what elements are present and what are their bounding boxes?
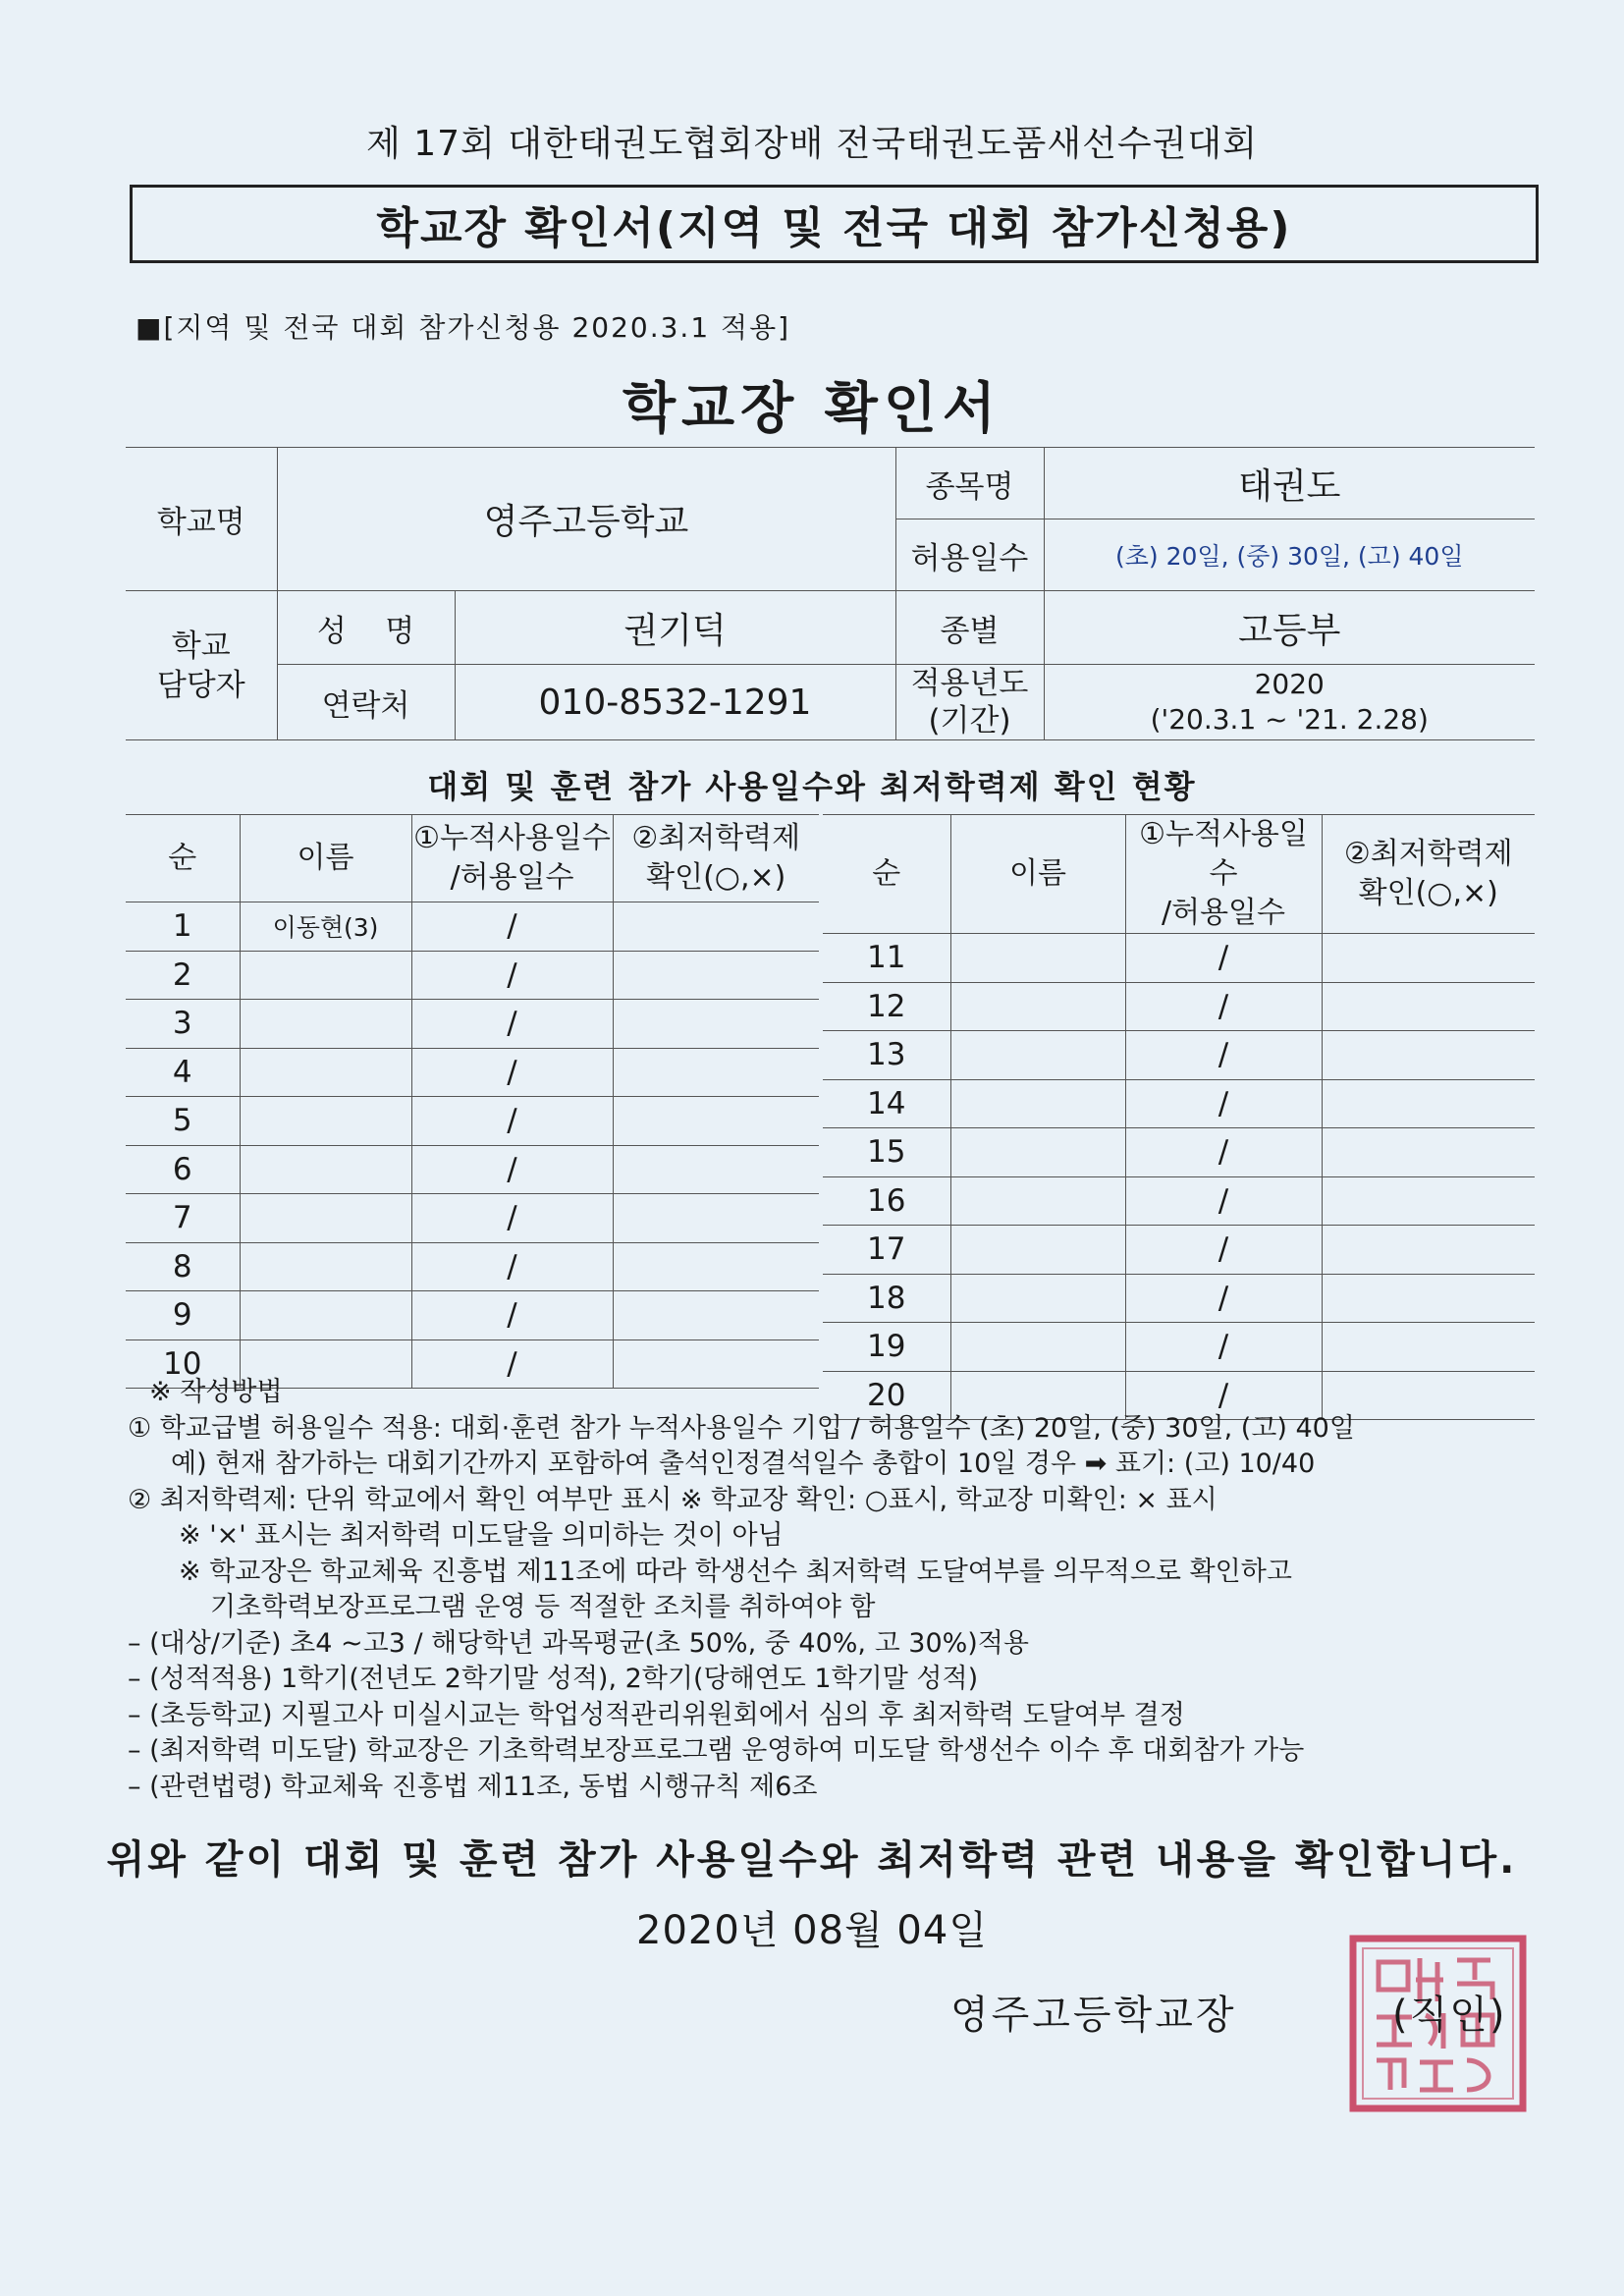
form-banner-title: 학교장 확인서(지역 및 전국 대회 참가신청용) bbox=[130, 185, 1539, 263]
col-header-check: ②최저학력제 확인(○,×) bbox=[1322, 815, 1535, 934]
row-check bbox=[1322, 1323, 1535, 1372]
row-name bbox=[950, 1176, 1125, 1226]
table-row bbox=[823, 1128, 1535, 1177]
table-row bbox=[823, 1323, 1535, 1372]
row-number: 17 bbox=[823, 1226, 950, 1275]
row-days: / bbox=[411, 1048, 613, 1097]
table-row bbox=[126, 1291, 819, 1340]
table-row bbox=[823, 934, 1535, 983]
table-row bbox=[126, 902, 819, 952]
col-header-no: 순 bbox=[823, 815, 950, 934]
row-check bbox=[613, 902, 819, 952]
table-row bbox=[823, 1079, 1535, 1128]
row-name bbox=[240, 1242, 411, 1291]
form-subnote: ■[지역 및 전국 대회 참가신청용 2020.3.1 적용] bbox=[135, 311, 791, 344]
row-days: / bbox=[1125, 1371, 1322, 1420]
row-days: / bbox=[1125, 1274, 1322, 1323]
roster-table-left bbox=[126, 814, 819, 1389]
contact-person-label: 학교 담당자 bbox=[126, 591, 277, 740]
period-label: 적용년도 (기간) bbox=[895, 665, 1044, 740]
row-name bbox=[240, 1145, 411, 1194]
col-header-days: ①누적사용일수 /허용일수 bbox=[1125, 815, 1322, 934]
row-name bbox=[240, 1291, 411, 1340]
row-number: 8 bbox=[126, 1242, 240, 1291]
sport-value: 태권도 bbox=[1044, 448, 1535, 519]
table-row bbox=[126, 1048, 819, 1097]
row-days: / bbox=[1125, 1226, 1322, 1275]
event-title: 제 17회 대한태권도협회장배 전국태권도품새선수권대회 bbox=[366, 124, 1258, 164]
row-check bbox=[613, 1291, 819, 1340]
row-check bbox=[1322, 1031, 1535, 1080]
instruction-1: ① 학교급별 허용일수 적용: 대회·훈련 참가 누적사용일수 기입 / 허용일수 (초) 20일, (중) 30일, (고) 40일 bbox=[128, 1412, 1355, 1444]
instructions-heading: ※ 작성방법 bbox=[149, 1377, 283, 1407]
table-row bbox=[823, 1176, 1535, 1226]
row-name bbox=[950, 934, 1125, 983]
contact-name-label: 성 명 bbox=[277, 591, 455, 665]
row-number: 20 bbox=[823, 1371, 950, 1420]
row-number: 10 bbox=[126, 1339, 240, 1389]
row-check bbox=[613, 1048, 819, 1097]
row-check bbox=[1322, 1274, 1535, 1323]
division-value: 고등부 bbox=[1044, 591, 1535, 665]
row-check bbox=[613, 1097, 819, 1146]
row-days: / bbox=[411, 1145, 613, 1194]
school-name-label: 학교명 bbox=[126, 448, 277, 591]
row-days: / bbox=[1125, 1079, 1322, 1128]
row-number: 4 bbox=[126, 1048, 240, 1097]
row-name bbox=[950, 1128, 1125, 1177]
row-number: 3 bbox=[126, 1000, 240, 1049]
row-name bbox=[950, 1031, 1125, 1080]
division-label: 종별 bbox=[895, 591, 1044, 665]
row-name bbox=[950, 1079, 1125, 1128]
row-name bbox=[950, 1323, 1125, 1372]
row-check bbox=[613, 1000, 819, 1049]
col-header-name: 이름 bbox=[950, 815, 1125, 934]
row-days: / bbox=[411, 1242, 613, 1291]
row-check bbox=[1322, 934, 1535, 983]
issue-date: 2020년 08월 04일 bbox=[636, 1908, 988, 1953]
row-name: 이동현(3) bbox=[240, 902, 411, 952]
instruction-2: ② 최저학력제: 단위 학교에서 확인 여부만 표시 ※ 학교장 확인: ○표시, 학교장 미확인: × 표시 bbox=[128, 1484, 1218, 1515]
row-name bbox=[240, 1048, 411, 1097]
col-header-check: ②최저학력제 확인(○,×) bbox=[613, 815, 819, 902]
row-check bbox=[1322, 1226, 1535, 1275]
col-header-days: ①누적사용일수 /허용일수 bbox=[411, 815, 613, 902]
row-days: / bbox=[1125, 1323, 1322, 1372]
row-check bbox=[613, 1194, 819, 1243]
row-number: 19 bbox=[823, 1323, 950, 1372]
row-check bbox=[613, 1145, 819, 1194]
contact-name-value: 권기덕 bbox=[455, 591, 895, 665]
row-days: / bbox=[411, 951, 613, 1000]
confirmation-statement: 위와 같이 대회 및 훈련 참가 사용일수와 최저학력 관련 내용을 확인합니다. bbox=[106, 1837, 1518, 1883]
col-header-name: 이름 bbox=[240, 815, 411, 902]
table-row bbox=[823, 1274, 1535, 1323]
row-number: 18 bbox=[823, 1274, 950, 1323]
row-check bbox=[1322, 1128, 1535, 1177]
school-name-value: 영주고등학교 bbox=[277, 448, 895, 591]
detail-below-standard: – (최저학력 미도달) 학교장은 기초학력보장프로그램 운영하여 미도달 학생선수 이수 후 대회참가 가능 bbox=[128, 1735, 1305, 1766]
table-row bbox=[126, 1000, 819, 1049]
row-days: / bbox=[1125, 1176, 1322, 1226]
detail-target: – (대상/기준) 초4 ~고3 / 해당학년 과목평균(초 50%, 중 40%, 고 30%)적용 bbox=[128, 1627, 1029, 1659]
row-check bbox=[1322, 1176, 1535, 1226]
instruction-2-note-b-cont: 기초학력보장프로그램 운영 등 적절한 조치를 취하여야 함 bbox=[210, 1592, 876, 1622]
table-row bbox=[126, 1145, 819, 1194]
period-value: 2020 ('20.3.1 ~ '21. 2.28) bbox=[1044, 665, 1535, 740]
row-days: / bbox=[411, 1194, 613, 1243]
table-row bbox=[126, 1097, 819, 1146]
row-days: / bbox=[411, 1000, 613, 1049]
row-days: / bbox=[411, 1339, 613, 1389]
row-check bbox=[1322, 1079, 1535, 1128]
row-name bbox=[950, 1274, 1125, 1323]
row-days: / bbox=[1125, 982, 1322, 1031]
row-number: 15 bbox=[823, 1128, 950, 1177]
col-header-no: 순 bbox=[126, 815, 240, 902]
school-info-table bbox=[126, 447, 1535, 740]
row-number: 9 bbox=[126, 1291, 240, 1340]
row-days: / bbox=[1125, 934, 1322, 983]
row-number: 16 bbox=[823, 1176, 950, 1226]
phone-value: 010-8532-1291 bbox=[455, 665, 895, 740]
row-number: 6 bbox=[126, 1145, 240, 1194]
detail-grades: – (성적적용) 1학기(전년도 2학기말 성적), 2학기(당해연도 1학기말 성적) bbox=[128, 1664, 979, 1694]
instruction-1-example: 예) 현재 참가하는 대회기간까지 포함하여 출석인정결석일수 총합이 10일 경우 ➡ 표기: (고) 10/40 bbox=[171, 1449, 1316, 1479]
principal-title: 영주고등학교장 bbox=[950, 1993, 1237, 2038]
document-title: 학교장 확인서 bbox=[622, 377, 1002, 441]
row-days: / bbox=[411, 1097, 613, 1146]
allowed-days-label: 허용일수 bbox=[895, 519, 1044, 591]
row-name bbox=[240, 1000, 411, 1049]
table-row bbox=[126, 951, 819, 1000]
row-check bbox=[1322, 982, 1535, 1031]
table-row bbox=[126, 1194, 819, 1243]
row-name bbox=[950, 982, 1125, 1031]
row-number: 2 bbox=[126, 951, 240, 1000]
row-days: / bbox=[411, 902, 613, 952]
detail-elementary: – (초등학교) 지필고사 미실시교는 학업성적관리위원회에서 심의 후 최저학력 도달여부 결정 bbox=[128, 1699, 1185, 1730]
row-number: 12 bbox=[823, 982, 950, 1031]
instruction-2-note-a: ※ '×' 표시는 최저학력 미도달을 의미하는 것이 아님 bbox=[179, 1520, 784, 1551]
allowed-days-value: (초) 20일, (중) 30일, (고) 40일 bbox=[1044, 519, 1535, 591]
row-number: 11 bbox=[823, 934, 950, 983]
instructions bbox=[128, 1375, 1542, 1805]
seal-label: (직인) bbox=[1392, 1993, 1507, 2038]
row-number: 5 bbox=[126, 1097, 240, 1146]
row-days: / bbox=[1125, 1031, 1322, 1080]
row-days: / bbox=[1125, 1128, 1322, 1177]
detail-law: – (관련법령) 학교체육 진흥법 제11조, 동법 시행규칙 제6조 bbox=[128, 1771, 818, 1802]
row-check bbox=[613, 951, 819, 1000]
phone-label: 연락처 bbox=[277, 665, 455, 740]
table-row bbox=[823, 1031, 1535, 1080]
row-days: / bbox=[411, 1291, 613, 1340]
instruction-2-note-b: ※ 학교장은 학교체육 진흥법 제11조에 따라 학생선수 최저학력 도달여부를 의무적으로 확인하고 bbox=[179, 1556, 1292, 1587]
row-number: 1 bbox=[126, 902, 240, 952]
row-check bbox=[613, 1242, 819, 1291]
row-name bbox=[240, 1097, 411, 1146]
roster-table-right bbox=[823, 814, 1535, 1420]
section-title: 대회 및 훈련 참가 사용일수와 최저학력제 확인 현황 bbox=[427, 768, 1197, 805]
table-row bbox=[126, 1242, 819, 1291]
row-number: 7 bbox=[126, 1194, 240, 1243]
table-row bbox=[823, 1226, 1535, 1275]
table-row bbox=[823, 982, 1535, 1031]
row-number: 13 bbox=[823, 1031, 950, 1080]
sport-label: 종목명 bbox=[895, 448, 1044, 519]
row-name bbox=[950, 1226, 1125, 1275]
row-number: 14 bbox=[823, 1079, 950, 1128]
row-name bbox=[240, 1194, 411, 1243]
row-name bbox=[240, 951, 411, 1000]
